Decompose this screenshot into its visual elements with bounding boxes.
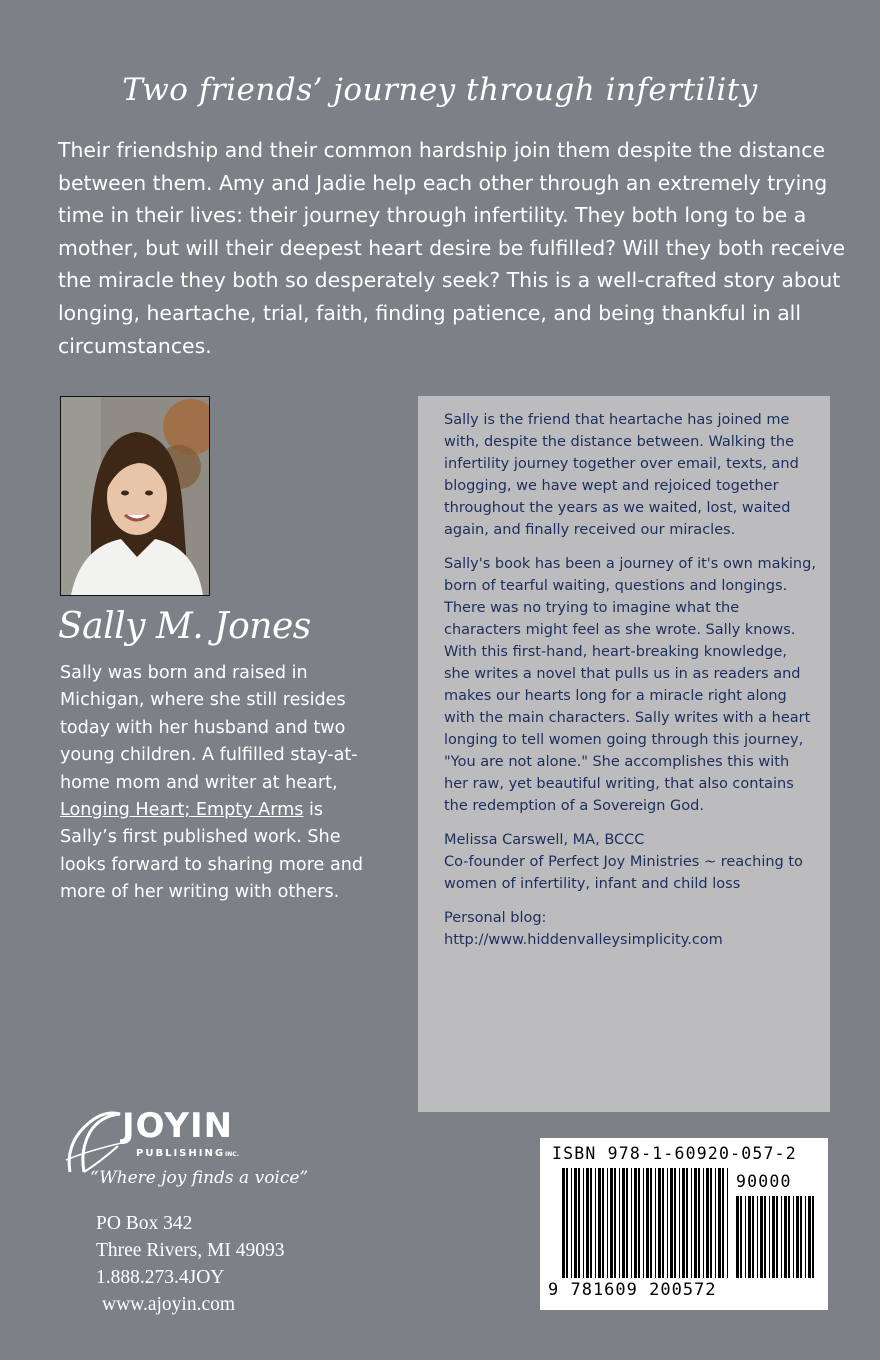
barcode-bar — [740, 1196, 742, 1278]
publisher-tagline: “Where joy finds a voice” — [90, 1168, 309, 1188]
barcode-bar — [796, 1196, 799, 1278]
barcode-bar — [626, 1168, 628, 1278]
barcode-bar — [583, 1168, 584, 1278]
blog-label: Personal blog: — [444, 910, 547, 926]
barcode-bar — [566, 1168, 568, 1278]
endorsement-paragraph-1: Sally is the friend that heartache has joined me with, despite the distance between. Walking the infertility journey together over email, texts, and blogging, we have wept and rejoiced together throughout the years as we waited, lost, waited again, and finally received our miracles. — [444, 412, 799, 538]
barcode-bar — [658, 1168, 661, 1278]
barcode-bar — [662, 1168, 664, 1278]
barcode-bar — [562, 1168, 565, 1278]
address-line-2: Three Rivers, MI 49093 — [96, 1240, 285, 1261]
barcode-bar — [781, 1196, 782, 1278]
barcode-bar — [638, 1168, 640, 1278]
endorser-credit — [444, 829, 816, 895]
book-title-underlined: Longing Heart; Empty Arms — [60, 800, 304, 821]
endorsement-box — [418, 396, 830, 1112]
barcode-bar — [619, 1168, 620, 1278]
barcode-bar — [800, 1196, 802, 1278]
barcode-bar — [595, 1168, 596, 1278]
barcode-bar — [764, 1196, 766, 1278]
barcode-bar — [784, 1196, 787, 1278]
barcode-bar — [706, 1168, 709, 1278]
barcode-bar — [686, 1168, 688, 1278]
barcode-bar — [631, 1168, 632, 1278]
barcode-bar — [745, 1196, 746, 1278]
isbn-label: ISBN 978-1-60920-057-2 — [552, 1144, 797, 1163]
barcode-bar — [670, 1168, 673, 1278]
barcode-bar — [610, 1168, 613, 1278]
barcode-bar — [691, 1168, 692, 1278]
bio-part-1: Sally was born and raised in Michigan, where she still resides today with her husband and two young children. A fulfilled stay-at-home mom and writer at heart, — [60, 663, 358, 793]
publisher-name: JOYIN — [122, 1106, 234, 1146]
barcode-bar — [643, 1168, 644, 1278]
barcode-bar — [679, 1168, 680, 1278]
barcode-bar — [634, 1168, 637, 1278]
synopsis-text: Their friendship and their common hardship join them despite the distance between them. Amy and Jadie help each other through an extremely trying time in their lives: their journey through infertility. They both long to be a mother, but will their deepest heart desire be fulfilled? Will they both receive the miracle they both so desperately seek? This is a well-crafted story about longing, heartache, trial, faith, finding patience, and being thankful in all circumstances. — [58, 138, 846, 358]
barcode-bar — [655, 1168, 656, 1278]
barcode-bar — [602, 1168, 604, 1278]
author-bio — [60, 660, 382, 907]
publisher-address — [96, 1210, 284, 1318]
publisher-subtitle-text: PUBLISHING — [136, 1148, 226, 1159]
endorser-role: Co-founder of Perfect Joy Ministries ~ reaching to women of infertility, infant and child loss — [444, 854, 803, 892]
barcode-bar — [614, 1168, 616, 1278]
barcode-bar — [574, 1168, 577, 1278]
barcode-bar — [736, 1196, 739, 1278]
barcode-bar — [812, 1196, 814, 1278]
barcode-bar — [793, 1196, 794, 1278]
bio-part-2: is Sally’s first published work. She looks forward to sharing more and more of her writing with others. — [60, 800, 364, 903]
endorsement-paragraph-2: Sally's book has been a journey of it's own making, born of tearful waiting, questions and longings. There was no trying to imagine what the characters might feel as she wrote. Sally knows. With this first-hand, heart-breaking knowledge, she writes a novel that pulls us in as readers and makes our hearts long for a miracle right along with the main characters. Sally writes with a heart longing to tell women going through this journey, "You are not alone." She accomplishes this with her raw, yet beautiful writing, that also contains the redemption of a Sovereign God. — [444, 556, 816, 814]
blog-info — [444, 907, 816, 951]
author-portrait-image — [61, 397, 209, 595]
barcode-bar — [769, 1196, 770, 1278]
barcode-bar — [757, 1196, 758, 1278]
barcode-bar — [598, 1168, 601, 1278]
barcode-bar — [805, 1196, 806, 1278]
publisher-phone: 1.888.273.4JOY — [96, 1267, 225, 1288]
barcode-bar — [590, 1168, 592, 1278]
barcode-bar — [718, 1168, 721, 1278]
barcode-bar — [703, 1168, 704, 1278]
barcode-bar — [607, 1168, 608, 1278]
barcode-bar — [752, 1196, 754, 1278]
author-name: Sally M. Jones — [58, 606, 311, 647]
barcode-bar — [760, 1196, 763, 1278]
price-code: 90000 — [736, 1172, 792, 1191]
blog-url: http://www.hiddenvalleysimplicity.com — [444, 932, 723, 948]
publisher-website: www.ajoyin.com — [102, 1294, 236, 1315]
barcode-bar — [776, 1196, 778, 1278]
author-bio-text — [60, 660, 382, 907]
barcode-bar — [748, 1196, 751, 1278]
barcode-bar — [710, 1168, 712, 1278]
barcode-bar — [715, 1168, 716, 1278]
barcode-bar — [674, 1168, 676, 1278]
synopsis — [58, 134, 848, 362]
barcode-bar — [727, 1168, 728, 1278]
barcode-bar — [646, 1168, 649, 1278]
barcode-bar — [682, 1168, 685, 1278]
barcode-bar — [694, 1168, 697, 1278]
address-line-1: PO Box 342 — [96, 1213, 193, 1234]
barcode-bar — [698, 1168, 700, 1278]
barcode-bar — [808, 1196, 811, 1278]
publisher-subtitle — [136, 1148, 239, 1159]
barcode-bar — [650, 1168, 652, 1278]
barcode-bar — [772, 1196, 775, 1278]
barcode-bar — [788, 1196, 790, 1278]
barcode-digits: 9 781609 200572 — [548, 1280, 717, 1300]
barcode-bar — [622, 1168, 625, 1278]
endorser-name: Melissa Carswell, MA, BCCC — [444, 832, 645, 848]
author-photo — [60, 396, 210, 596]
barcode-bar — [667, 1168, 668, 1278]
barcode-bar — [586, 1168, 589, 1278]
book-tagline-title: Two friends’ journey through infertility — [122, 72, 758, 108]
barcode-bar — [722, 1168, 724, 1278]
barcode-bar — [578, 1168, 580, 1278]
isbn-barcode — [540, 1138, 828, 1310]
publisher-inc: INC. — [225, 1151, 239, 1158]
barcode-bar — [571, 1168, 572, 1278]
